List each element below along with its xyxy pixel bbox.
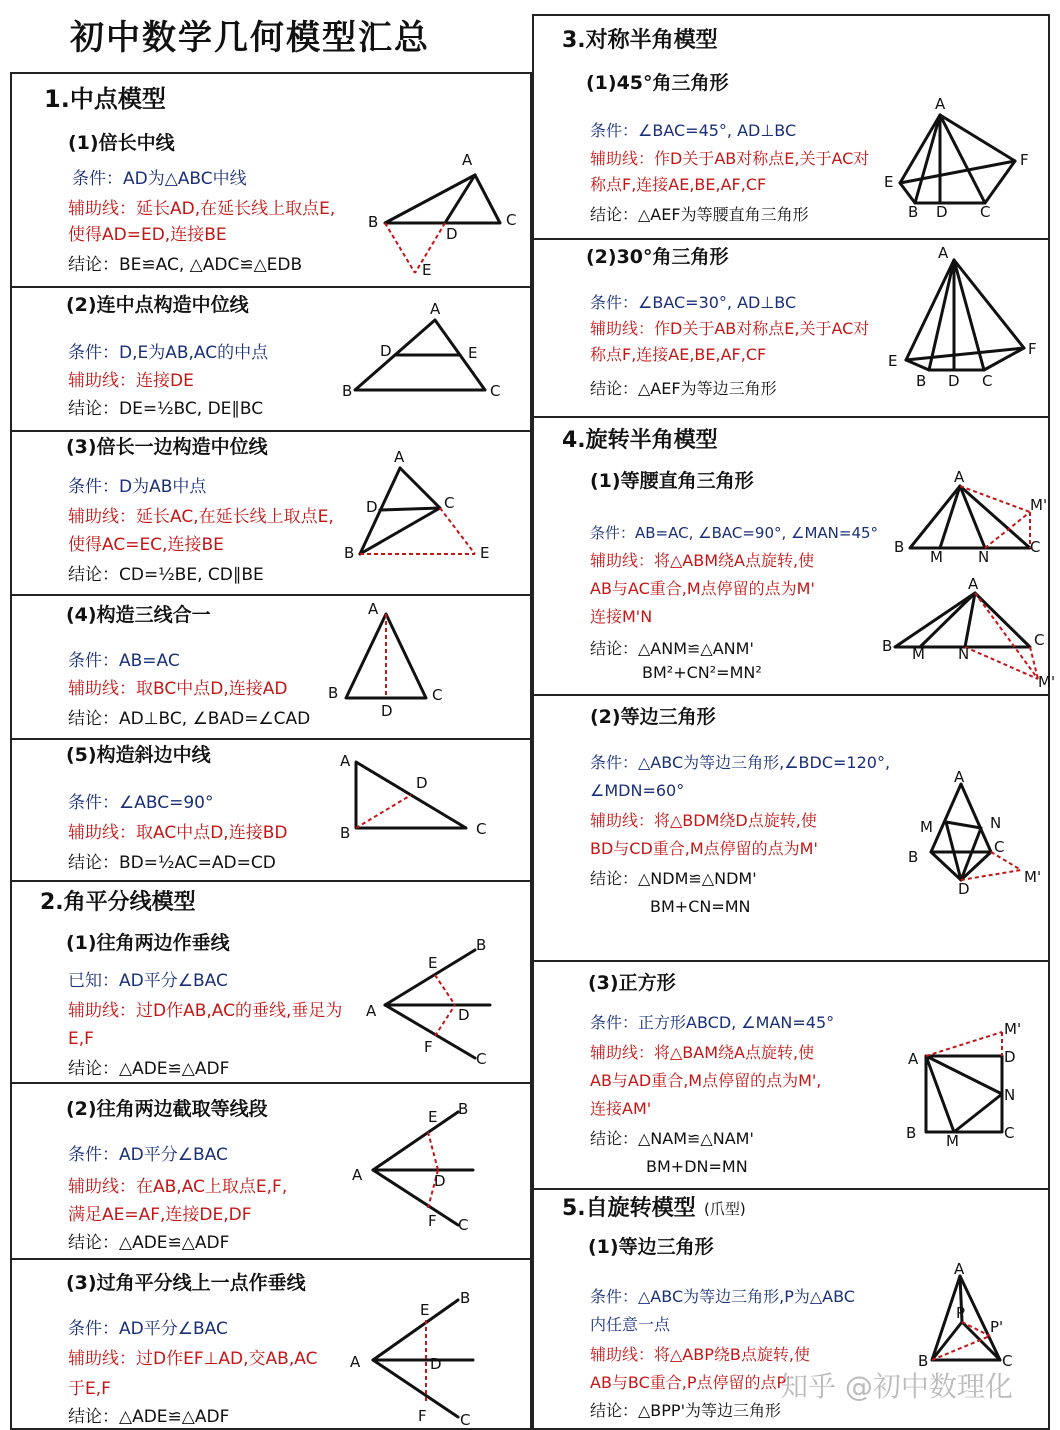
diagram-self-rotation-equilateral xyxy=(918,1260,1040,1392)
svg-text:E: E xyxy=(428,1108,438,1126)
svg-text:N: N xyxy=(990,814,1002,832)
svg-text:A: A xyxy=(935,95,946,113)
svg-text:B: B xyxy=(894,538,905,556)
rotation-1-aux-line2: AB与AC重合,M点停留的点为M' xyxy=(590,579,815,598)
svg-text:A: A xyxy=(908,1050,919,1068)
bisector-2-conclusion: 结论：△ADE≌△ADF xyxy=(68,1233,230,1253)
svg-text:C: C xyxy=(980,203,991,221)
self-rotation-aux-line2: AB与BC重合,P点停留的点P' xyxy=(590,1373,791,1392)
svg-text:B: B xyxy=(918,1352,929,1370)
svg-text:D: D xyxy=(381,702,393,720)
symmetric-2-aux-line1: 辅助线：作D关于AB对称点E,关于AC对 xyxy=(590,319,870,338)
svg-text:F: F xyxy=(428,1212,437,1230)
bisector-1-condition: 已知：AD平分∠BAC xyxy=(68,971,228,991)
rotation-3-aux-line1: 辅助线：将△BAM绕A点旋转,使 xyxy=(590,1043,815,1062)
svg-text:B: B xyxy=(368,213,379,231)
svg-text:M: M xyxy=(930,548,943,566)
diagram-double-side-midline xyxy=(340,446,510,566)
svg-text:N: N xyxy=(1004,1086,1016,1104)
svg-text:N: N xyxy=(958,645,970,663)
svg-text:C: C xyxy=(432,686,443,704)
svg-text:C: C xyxy=(506,211,517,229)
svg-text:A: A xyxy=(954,1260,965,1278)
rotation-2-aux-line2: BD与CD重合,M点停留的点为M' xyxy=(590,839,818,858)
section-rotation-heading: 4.旋转半角模型 xyxy=(562,428,718,453)
svg-text:F: F xyxy=(418,1407,427,1425)
svg-text:M: M xyxy=(912,645,925,663)
diagram-rotation-square xyxy=(904,1020,1044,1150)
diagram-three-lines xyxy=(326,600,456,720)
diagram-rotation-isosceles-right-1 xyxy=(890,470,1050,565)
bisector-2-condition: 条件：AD平分∠BAC xyxy=(68,1145,228,1165)
midpoint-1-aux-line1: 辅助线：延长AD,在延长线上取点E, xyxy=(68,199,336,219)
svg-text:C: C xyxy=(490,382,501,400)
bisector-3-condition: 条件：AD平分∠BAC xyxy=(68,1319,228,1339)
midpoint-2-aux: 辅助线：连接DE xyxy=(68,371,194,391)
midpoint-2-condition: 条件：D,E为AB,AC的中点 xyxy=(68,343,269,363)
symmetric-1-conclusion: 结论：△AEF为等腰直角三角形 xyxy=(590,205,809,224)
bisector-2-aux-line1: 辅助线：在AB,AC上取点E,F, xyxy=(68,1177,288,1197)
bisector-1-subtitle: (1)往角两边作垂线 xyxy=(66,932,230,954)
svg-text:C: C xyxy=(460,1411,471,1429)
svg-text:C: C xyxy=(994,838,1005,856)
svg-text:E: E xyxy=(420,1301,430,1319)
svg-text:D: D xyxy=(948,372,960,390)
svg-text:A: A xyxy=(968,575,979,593)
svg-text:B: B xyxy=(908,203,919,221)
svg-text:A: A xyxy=(352,1166,363,1184)
self-rotation-conclusion: 结论：△BPP'为等边三角形 xyxy=(590,1401,781,1420)
self-rotation-condition-2: 内任意一点 xyxy=(590,1315,671,1334)
svg-text:M': M' xyxy=(1004,1020,1022,1038)
svg-text:B: B xyxy=(342,382,353,400)
svg-text:A: A xyxy=(350,1353,361,1371)
symmetric-1-subtitle: (1)45°角三角形 xyxy=(586,72,729,94)
section-self-rotation-heading: 5.自旋转模型 xyxy=(562,1196,696,1221)
midpoint-5-conclusion: 结论：BD=½AC=AD=CD xyxy=(68,853,276,873)
svg-text:D: D xyxy=(416,774,428,792)
rotation-1-aux-line3: 连接M'N xyxy=(590,607,653,626)
rotation-2-condition: 条件：△ABC为等边三角形,∠BDC=120°, xyxy=(590,753,891,772)
svg-text:C: C xyxy=(1034,631,1045,649)
symmetric-2-conclusion: 结论：△AEF为等边三角形 xyxy=(590,379,777,398)
svg-text:A: A xyxy=(430,300,441,318)
rotation-3-subtitle: (3)正方形 xyxy=(588,972,676,994)
rotation-2-conclusion-2: BM+CN=MN xyxy=(650,897,751,916)
rotation-1-aux-line1: 辅助线：将△ABM绕A点旋转,使 xyxy=(590,551,815,570)
rotation-3-condition: 条件：正方形ABCD, ∠MAN=45° xyxy=(590,1013,835,1032)
svg-text:B: B xyxy=(906,1124,917,1142)
section-symmetric-heading: 3.对称半角模型 xyxy=(562,28,718,53)
diagram-angle-perpendicular xyxy=(360,930,500,1070)
midpoint-4-aux: 辅助线：取BC中点D,连接AD xyxy=(68,679,288,699)
rotation-2-conclusion: 结论：△NDM≌△NDM' xyxy=(590,869,757,888)
svg-text:D: D xyxy=(430,1355,442,1373)
svg-text:E: E xyxy=(428,954,438,972)
svg-text:D: D xyxy=(458,1006,470,1024)
svg-text:D: D xyxy=(1004,1048,1016,1066)
rotation-1-subtitle: (1)等腰直角三角形 xyxy=(590,470,754,492)
symmetric-1-condition: 条件：∠BAC=45°, AD⊥BC xyxy=(590,121,797,140)
self-rotation-condition: 条件：△ABC为等边三角形,P为△ABC xyxy=(590,1287,855,1306)
section-bisector-heading: 2.角平分线模型 xyxy=(40,890,196,915)
svg-text:B: B xyxy=(916,372,927,390)
midpoint-3-condition: 条件：D为AB中点 xyxy=(68,477,207,497)
diagram-rotation-isosceles-right-2 xyxy=(880,575,1056,691)
symmetric-1-aux-line2: 称点F,连接AE,BE,AF,CF xyxy=(590,175,767,194)
svg-text:M: M xyxy=(946,1132,959,1150)
section-self-rotation-note: (爪型) xyxy=(704,1200,746,1218)
svg-text:C: C xyxy=(476,1050,487,1068)
midpoint-3-conclusion: 结论：CD=½BE, CD∥BE xyxy=(68,565,264,585)
svg-text:E: E xyxy=(480,544,490,562)
rotation-1-condition: 条件：AB=AC, ∠BAC=90°, ∠MAN=45° xyxy=(590,524,879,542)
svg-text:F: F xyxy=(1020,151,1029,169)
page-title: 初中数学几何模型汇总 xyxy=(70,18,430,58)
bisector-2-subtitle: (2)往角两边截取等线段 xyxy=(66,1098,268,1120)
bisector-3-aux-line2: 于E,F xyxy=(68,1379,111,1399)
svg-text:N: N xyxy=(978,548,990,566)
diagram-bisector-perpendicular xyxy=(348,1285,488,1429)
svg-text:C: C xyxy=(444,494,455,512)
svg-text:E: E xyxy=(888,352,898,370)
rotation-3-conclusion: 结论：△NAM≌△NAM' xyxy=(590,1129,754,1148)
symmetric-2-aux-line2: 称点F,连接AE,BE,AF,CF xyxy=(590,345,767,364)
svg-text:M': M' xyxy=(1030,496,1048,514)
midpoint-5-subtitle: (5)构造斜边中线 xyxy=(66,744,211,766)
watermark: 知乎 @初中数理化 xyxy=(780,1370,1013,1403)
svg-text:D: D xyxy=(936,203,948,221)
rotation-2-subtitle: (2)等边三角形 xyxy=(590,706,716,728)
svg-text:E: E xyxy=(422,261,432,279)
bisector-3-conclusion: 结论：△ADE≌△ADF xyxy=(68,1407,230,1427)
svg-text:B: B xyxy=(458,1100,469,1118)
bisector-3-aux-line1: 辅助线：过D作EF⊥AD,交AB,AC xyxy=(68,1349,318,1369)
midpoint-1-aux-line2: 使得AD=ED,连接BE xyxy=(68,225,227,245)
svg-text:P: P xyxy=(956,1304,966,1322)
svg-text:M: M xyxy=(920,818,933,836)
midpoint-5-aux: 辅助线：取AC中点D,连接BD xyxy=(68,823,288,843)
svg-text:C: C xyxy=(1004,1124,1015,1142)
diagram-symmetric-30 xyxy=(884,244,1044,393)
symmetric-1-aux-line1: 辅助线：作D关于AB对称点E,关于AC对 xyxy=(590,149,870,168)
rotation-3-aux-line2: AB与AD重合,M点停留的点为M', xyxy=(590,1071,822,1090)
bisector-1-aux-line2: E,F xyxy=(68,1029,94,1049)
midpoint-2-conclusion: 结论：DE=½BC, DE∥BC xyxy=(68,399,264,419)
section-midpoint-heading: 1.中点模型 xyxy=(44,85,166,113)
svg-text:A: A xyxy=(462,151,473,169)
rotation-2-condition-2: ∠MDN=60° xyxy=(590,781,685,800)
svg-text:E: E xyxy=(468,344,478,362)
midpoint-4-condition: 条件：AB=AC xyxy=(68,651,180,671)
svg-text:B: B xyxy=(340,824,351,842)
svg-text:B: B xyxy=(882,637,893,655)
diagram-hypotenuse-median xyxy=(336,750,496,840)
svg-text:C: C xyxy=(1030,538,1041,556)
svg-text:B: B xyxy=(328,684,339,702)
diagram-double-median xyxy=(360,145,520,280)
midpoint-4-conclusion: 结论：AD⊥BC, ∠BAD=∠CAD xyxy=(68,709,311,729)
svg-text:B: B xyxy=(344,544,355,562)
svg-text:F: F xyxy=(424,1038,433,1056)
svg-text:C: C xyxy=(982,372,993,390)
symmetric-2-condition: 条件：∠BAC=30°, AD⊥BC xyxy=(590,293,797,312)
bisector-1-aux-line1: 辅助线：过D作AB,AC的垂线,垂足为 xyxy=(68,1001,343,1021)
symmetric-2-subtitle: (2)30°角三角形 xyxy=(586,246,729,268)
svg-text:A: A xyxy=(954,468,965,486)
rotation-3-conclusion-2: BM+DN=MN xyxy=(646,1157,748,1176)
svg-text:D: D xyxy=(366,498,378,516)
bisector-1-conclusion: 结论：△ADE≌△ADF xyxy=(68,1059,230,1079)
svg-text:C: C xyxy=(1002,1352,1013,1370)
svg-text:D: D xyxy=(380,342,392,360)
svg-text:A: A xyxy=(366,1002,377,1020)
svg-text:D: D xyxy=(434,1172,446,1190)
svg-text:A: A xyxy=(368,600,379,618)
midpoint-4-subtitle: (4)构造三线合一 xyxy=(66,604,211,626)
svg-text:E: E xyxy=(884,173,894,191)
diagram-rotation-equilateral xyxy=(906,770,1046,900)
rotation-1-conclusion: 结论：△ANM≌△ANM' xyxy=(590,639,754,658)
diagram-symmetric-45 xyxy=(880,95,1040,225)
svg-text:C: C xyxy=(476,820,487,838)
svg-text:P': P' xyxy=(990,1318,1004,1336)
svg-text:A: A xyxy=(394,448,405,466)
midpoint-2-subtitle: (2)连中点构造中位线 xyxy=(66,294,249,316)
svg-text:M': M' xyxy=(1038,673,1056,691)
svg-text:C: C xyxy=(458,1216,469,1234)
midpoint-3-aux-line2: 使得AC=EC,连接BE xyxy=(68,535,224,555)
midpoint-1-condition: 条件：AD为△ABC中线 xyxy=(72,169,247,189)
self-rotation-subtitle: (1)等边三角形 xyxy=(588,1236,714,1258)
bisector-2-aux-line2: 满足AE=AF,连接DE,DF xyxy=(68,1205,252,1225)
svg-text:A: A xyxy=(954,768,965,786)
diagram-angle-equal-segments xyxy=(348,1100,488,1235)
rotation-1-conclusion-2: BM²+CN²=MN² xyxy=(642,663,762,682)
svg-text:F: F xyxy=(1028,340,1037,358)
rotation-3-aux-line3: 连接AM' xyxy=(590,1099,652,1118)
svg-text:B: B xyxy=(908,848,919,866)
svg-text:A: A xyxy=(938,244,949,262)
svg-text:D: D xyxy=(446,225,458,243)
svg-text:A: A xyxy=(340,752,351,770)
diagram-midline xyxy=(340,298,510,403)
midpoint-5-condition: 条件：∠ABC=90° xyxy=(68,793,214,813)
rotation-2-aux-line1: 辅助线：将△BDM绕D点旋转,使 xyxy=(590,811,817,830)
self-rotation-aux-line1: 辅助线：将△ABP绕B点旋转,使 xyxy=(590,1345,810,1364)
svg-text:D: D xyxy=(958,880,970,898)
midpoint-3-aux-line1: 辅助线：延长AC,在延长线上取点E, xyxy=(68,507,334,527)
midpoint-1-subtitle: (1)倍长中线 xyxy=(68,132,175,154)
bisector-3-subtitle: (3)过角平分线上一点作垂线 xyxy=(66,1272,306,1294)
svg-text:B: B xyxy=(460,1289,471,1307)
svg-text:B: B xyxy=(476,936,487,954)
midpoint-3-subtitle: (3)倍长一边构造中位线 xyxy=(66,436,268,458)
svg-text:M': M' xyxy=(1024,868,1042,886)
midpoint-1-conclusion: 结论：BE≌AC, △ADC≌△EDB xyxy=(68,255,303,275)
